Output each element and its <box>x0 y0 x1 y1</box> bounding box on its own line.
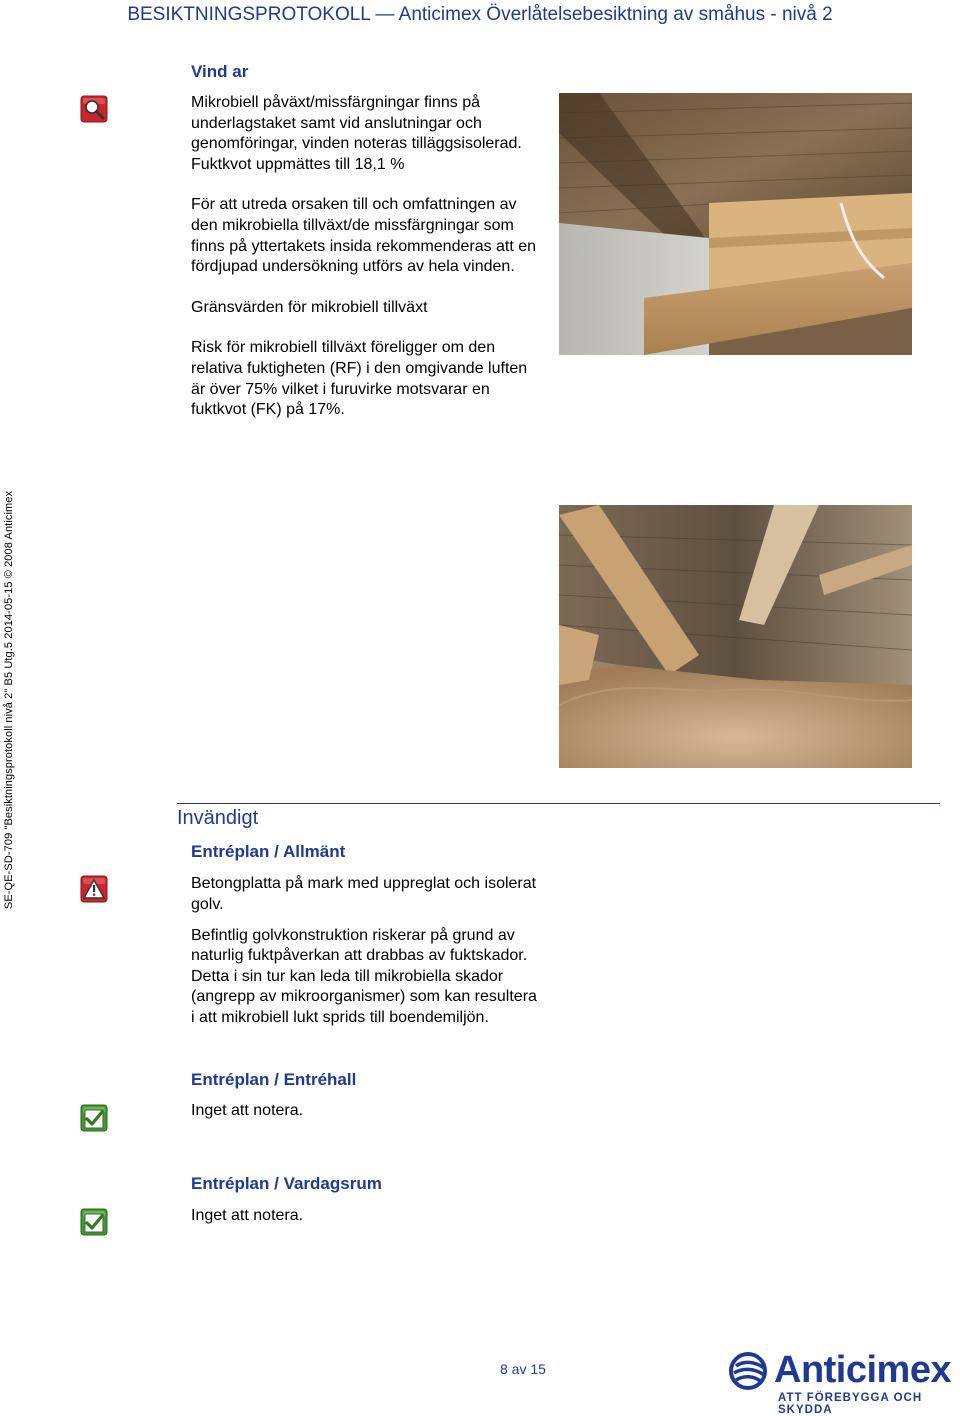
vind-text <box>191 93 541 421</box>
side-document-id-text: SE-QE-SD-709 "Besiktningsprotokoll nivå 2" B5 Utg.5 2014-05-15 © 2008 Anticimex <box>3 490 15 910</box>
magnifier-icon <box>80 95 110 125</box>
entre-hall-heading: Entréplan / Entréhall <box>191 1070 357 1089</box>
invandigt-title: Invändigt <box>177 807 259 829</box>
anticimex-logo-mark-icon <box>728 1352 770 1390</box>
entre-allmant-heading: Entréplan / Allmänt <box>191 842 346 861</box>
vind-paragraph-2: För att utreda orsaken till och omfattningen av den mikrobiella tillväxt/de missfärgningar som finns på yttertakets insida rekommenderas att en fördjupad undersökning utförs av hela vinden. <box>191 196 537 276</box>
entre-hall-text: Inget att notera. <box>191 1102 304 1119</box>
vardagsrum-text: Inget att notera. <box>191 1207 304 1224</box>
logo-tagline: ATT FÖREBYGGA OCH SKYDDA <box>778 1392 923 1416</box>
vind-paragraph-4: Risk för mikrobiell tillväxt föreligger om den relativa fuktigheten (RF) i den omgivande luften är över 75% vilket i furuvirke motsvarar en fuktkvot (FK) på 17%. <box>191 339 528 419</box>
vind-paragraph-3: Gränsvärden för mikrobiell tillväxt <box>191 298 428 316</box>
entre-allmant-paragraph-2: Befintlig golvkonstruktion riskerar på grund av naturlig fuktpåverkan att drabbas av fuktskador. Detta i sin tur kan leda till mikrobiella skador (angrepp av mikroorganismer) som kan resultera i att mikrobiell lukt sprids till boendemiljön. <box>191 926 537 1027</box>
side-document-id <box>0 0 18 1411</box>
vardagsrum-heading: Entréplan / Vardagsrum <box>191 1174 382 1193</box>
vind-paragraph-1: Mikrobiell påväxt/missfärgningar finns på underlagstaket samt vid anslutningar och genomföringar, vinden noteras tilläggsisolerad. Fuktkvot uppmättes till 18,1 % <box>191 94 522 173</box>
entre-allmant-paragraph-1: Betongplatta på mark med uppreglat och isolerat golv. <box>191 875 537 913</box>
section-divider <box>177 803 940 804</box>
logo-wordmark: Anticimex <box>774 1349 952 1391</box>
check-icon <box>80 1104 110 1134</box>
page-header: BESIKTNINGSPROTOKOLL — Anticimex Överlåtelsebesiktning av småhus - nivå 2 <box>127 4 833 25</box>
warning-icon <box>80 875 110 905</box>
attic-eaves-photo <box>559 93 912 355</box>
roof-underside-photo <box>559 505 912 768</box>
anticimex-logo <box>728 1349 953 1416</box>
vind-heading: Vind ar <box>191 62 249 81</box>
entre-allmant-text <box>191 874 541 1029</box>
page-number: 8 av 15 <box>500 1361 546 1377</box>
check-icon <box>80 1208 110 1238</box>
